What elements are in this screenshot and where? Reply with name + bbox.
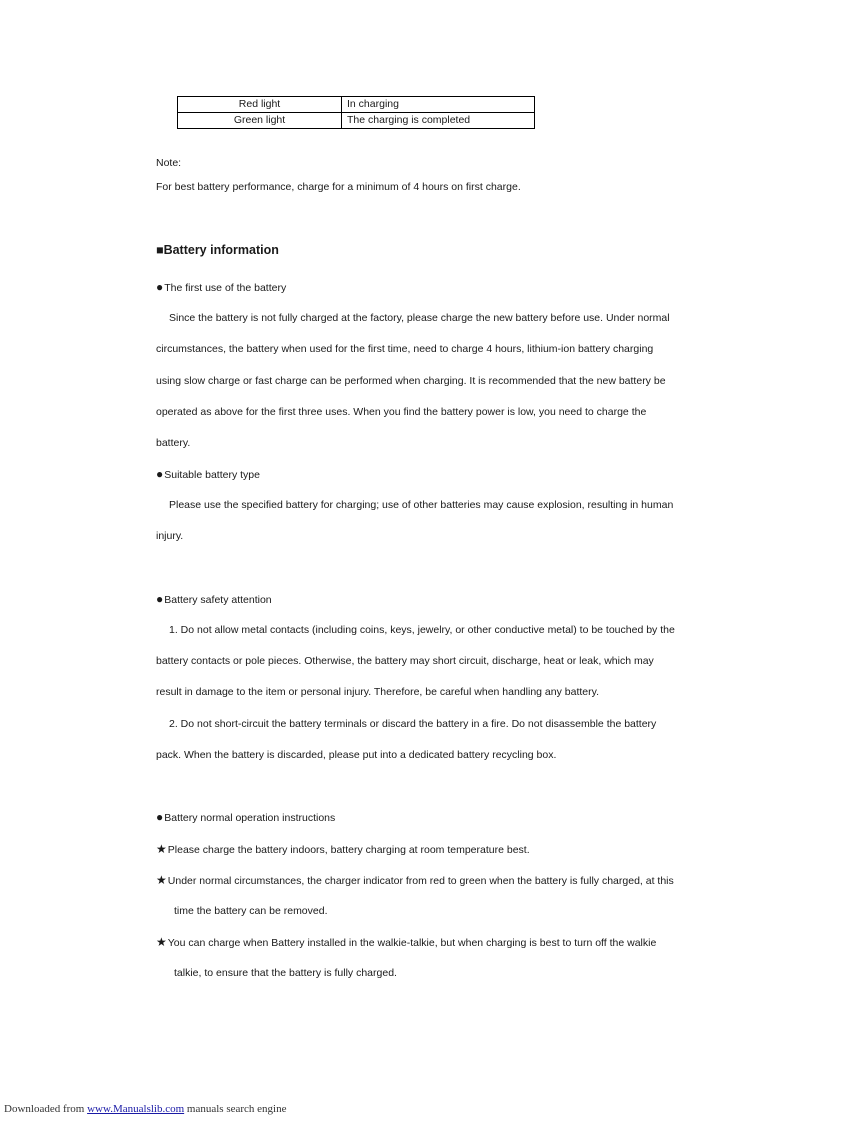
star-icon: ★ [156, 873, 167, 887]
table-row [178, 97, 535, 113]
bullet-icon: ● [156, 592, 164, 606]
download-footer [4, 1103, 286, 1115]
paragraph-line: pack. When the battery is discarded, please put into a dedicated battery recycling box. [156, 749, 557, 761]
list-item-continuation: time the battery can be removed. [174, 905, 328, 917]
paragraph-line: 2. Do not short-circuit the battery terminals or discard the battery in a fire. Do not disassemble the battery [169, 718, 657, 730]
list-item [156, 842, 530, 857]
bullet-icon: ● [156, 467, 164, 481]
subheading-normal-operation [156, 810, 335, 825]
paragraph-line: using slow charge or fast charge can be performed when charging. It is recommended that the new battery be [156, 375, 666, 387]
table-cell-light: Red light [178, 97, 342, 113]
paragraph-line: result in damage to the item or personal injury. Therefore, be careful when handling any battery. [156, 686, 599, 698]
list-item [156, 873, 674, 888]
subheading-text: Battery safety attention [164, 594, 272, 606]
paragraph-line: Since the battery is not fully charged at the factory, please charge the new battery before use. Under normal [169, 312, 670, 324]
table-cell-status: The charging is completed [342, 113, 535, 129]
paragraph-line: Please use the specified battery for charging; use of other batteries may cause explosion, resulting in human [169, 499, 674, 511]
subheading-safety [156, 592, 272, 607]
manualslib-link[interactable]: www.Manualslib.com [87, 1103, 185, 1115]
paragraph-line: injury. [156, 530, 184, 542]
bullet-icon: ● [156, 810, 164, 824]
paragraph-line: battery. [156, 437, 191, 449]
list-item [156, 935, 656, 950]
list-item-text: Please charge the battery indoors, battery charging at room temperature best. [167, 844, 530, 856]
paragraph-line: 1. Do not allow metal contacts (including coins, keys, jewelry, or other conductive metal) to be touched by the [169, 624, 675, 636]
section-title [156, 243, 279, 257]
footer-suffix: manuals search engine [186, 1103, 287, 1115]
list-item-text: Under normal circumstances, the charger indicator from red to green when the battery is fully charged, at this [167, 875, 674, 887]
list-item-continuation: talkie, to ensure that the battery is fully charged. [174, 967, 397, 979]
subheading-text: Suitable battery type [164, 469, 260, 481]
note-label: Note: [156, 157, 182, 169]
table-row [178, 113, 535, 129]
star-icon: ★ [156, 842, 167, 856]
note-text: For best battery performance, charge for a minimum of 4 hours on first charge. [156, 181, 521, 193]
section-title-text: Battery information [163, 243, 279, 257]
paragraph-line: circumstances, the battery when used for the first time, need to charge 4 hours, lithium-ion battery charging [156, 343, 654, 355]
square-marker-icon: ■ [156, 243, 164, 257]
subheading-text: Battery normal operation instructions [164, 812, 336, 824]
subheading-suitable-type [156, 467, 260, 482]
table-cell-light: Green light [178, 113, 342, 129]
bullet-icon: ● [156, 280, 164, 294]
paragraph-line: battery contacts or pole pieces. Otherwise, the battery may short circuit, discharge, heat or leak, which may [156, 655, 654, 667]
star-icon: ★ [156, 935, 167, 949]
table-cell-status: In charging [342, 97, 535, 113]
subheading-text: The first use of the battery [164, 282, 287, 294]
paragraph-line: operated as above for the first three uses. When you find the battery power is low, you need to charge the [156, 406, 647, 418]
footer-prefix: Downloaded from [4, 1103, 85, 1115]
subheading-first-use [156, 280, 286, 295]
list-item-text: You can charge when Battery installed in the walkie-talkie, but when charging is best to turn off the walkie [167, 937, 657, 949]
charging-status-table [177, 96, 535, 129]
